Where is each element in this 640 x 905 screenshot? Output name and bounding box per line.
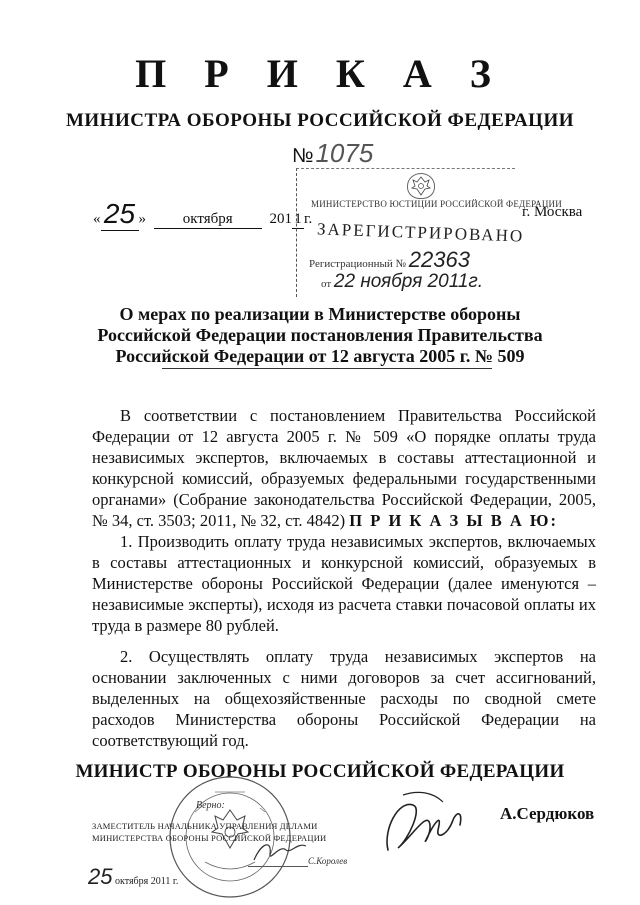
heading-line-2: Российской Федерации постановления Правительства [97,325,543,345]
order-word: П Р И К А З Ы В А Ю: [349,511,558,530]
order-item-2: 2. Осуществлять оплату труда независимых экспертов на основании заключенных с ними договоров за счет ассигнований, выделенных на общехозяйственные расходы по сводной смете расходов Министерства обороны Российской Федерации на соответствующий год. [92,647,596,750]
intro-text: В соответствии с постановлением Правительства Российской Федерации от 12 августа 2005 г. № 509 «О порядке оплаты труда независимых экспертов, включаемых в составы аттестационной и конкурсной комиссий, образуемых федеральными государственными органами» (Собрание законодательства Российской Федерации, 2005, № 34, ст. 3503; 2011, № 32, ст. 4842) [92,406,596,530]
order-heading [0,304,640,367]
order-item-1: 1. Производить оплату труда независимых экспертов, включаемых в составы аттестационных и конкурсной комиссий, образуемых в Министерстве обороны Российской Федерации (далее именуются – независимые эксперты), исходя из расчета ставки почасовой оплаты их труда в размере 80 рублей. [92,532,596,635]
minister-name: А.Сердюков [500,804,595,823]
copy-sign-line [248,866,308,867]
date-year-prefix: 201 [269,211,292,227]
document-subtitle: МИНИСТРА ОБОРОНЫ РОССИЙСКОЙ ФЕДЕРАЦИИ [65,110,575,131]
minister-signature-icon [368,780,478,870]
date-day: 25 [103,198,136,229]
stamp-reg-number-value: 22363 [408,247,470,272]
copy-signer-name: С.Королев [308,856,348,866]
date-open-quote: « [93,211,101,227]
heading-underline [162,368,492,369]
city: г. Москва [522,204,583,220]
copy-date-rest: октября 2011 г. [114,876,179,887]
stamp-registered: ЗАРЕГИСТРИРОВАНО [316,219,525,246]
order-number-label: № [292,145,314,167]
copy-date-day: 25 [88,864,113,889]
stamp-ministry: МИНИСТЕРСТВО ЮСТИЦИИ РОССИЙСКОЙ ФЕДЕРАЦИИ [311,199,562,209]
copy-signature-icon [250,836,310,866]
copy-position-line-1: ЗАМЕСТИТЕЛЬ НАЧАЛЬНИКА УПРАВЛЕНИЯ ДЕЛАМИ [92,821,318,831]
copy-date [88,864,178,890]
stamp-reg-date-label: от [321,278,332,290]
stamp-reg-number-label: Регистрационный № [309,258,407,270]
minister-title: МИНИСТР ОБОРОНЫ РОССИЙСКОЙ ФЕДЕРАЦИИ [75,761,565,782]
order-number [292,138,373,169]
intro-paragraph [92,405,596,531]
stamp-reg-date [321,271,483,293]
order-date [93,198,312,231]
heading-line-1: О мерах по реализации в Министерстве обороны [119,304,521,324]
document-title: П Р И К А З [135,51,505,96]
copy-position-line-2: МИНИСТЕРСТВА ОБОРОНЫ РОССИЙСКОЙ ФЕДЕРАЦИИ [92,833,327,843]
date-year-unit: г. [304,211,313,227]
copy-verno: Верно: [196,800,225,811]
eagle-emblem-icon [407,173,435,199]
date-close-quote: » [138,211,146,227]
order-body [92,405,596,751]
date-year-suffix: 1 [294,211,302,227]
heading-line-3: Российской Федерации от 12 августа 2005 г. № 509 [115,346,525,366]
stamp-reg-number [309,247,470,273]
stamp-reg-date-value: 22 ноября 2011г. [333,271,484,292]
date-month: октября [182,211,233,227]
order-number-value: 1075 [315,138,374,168]
